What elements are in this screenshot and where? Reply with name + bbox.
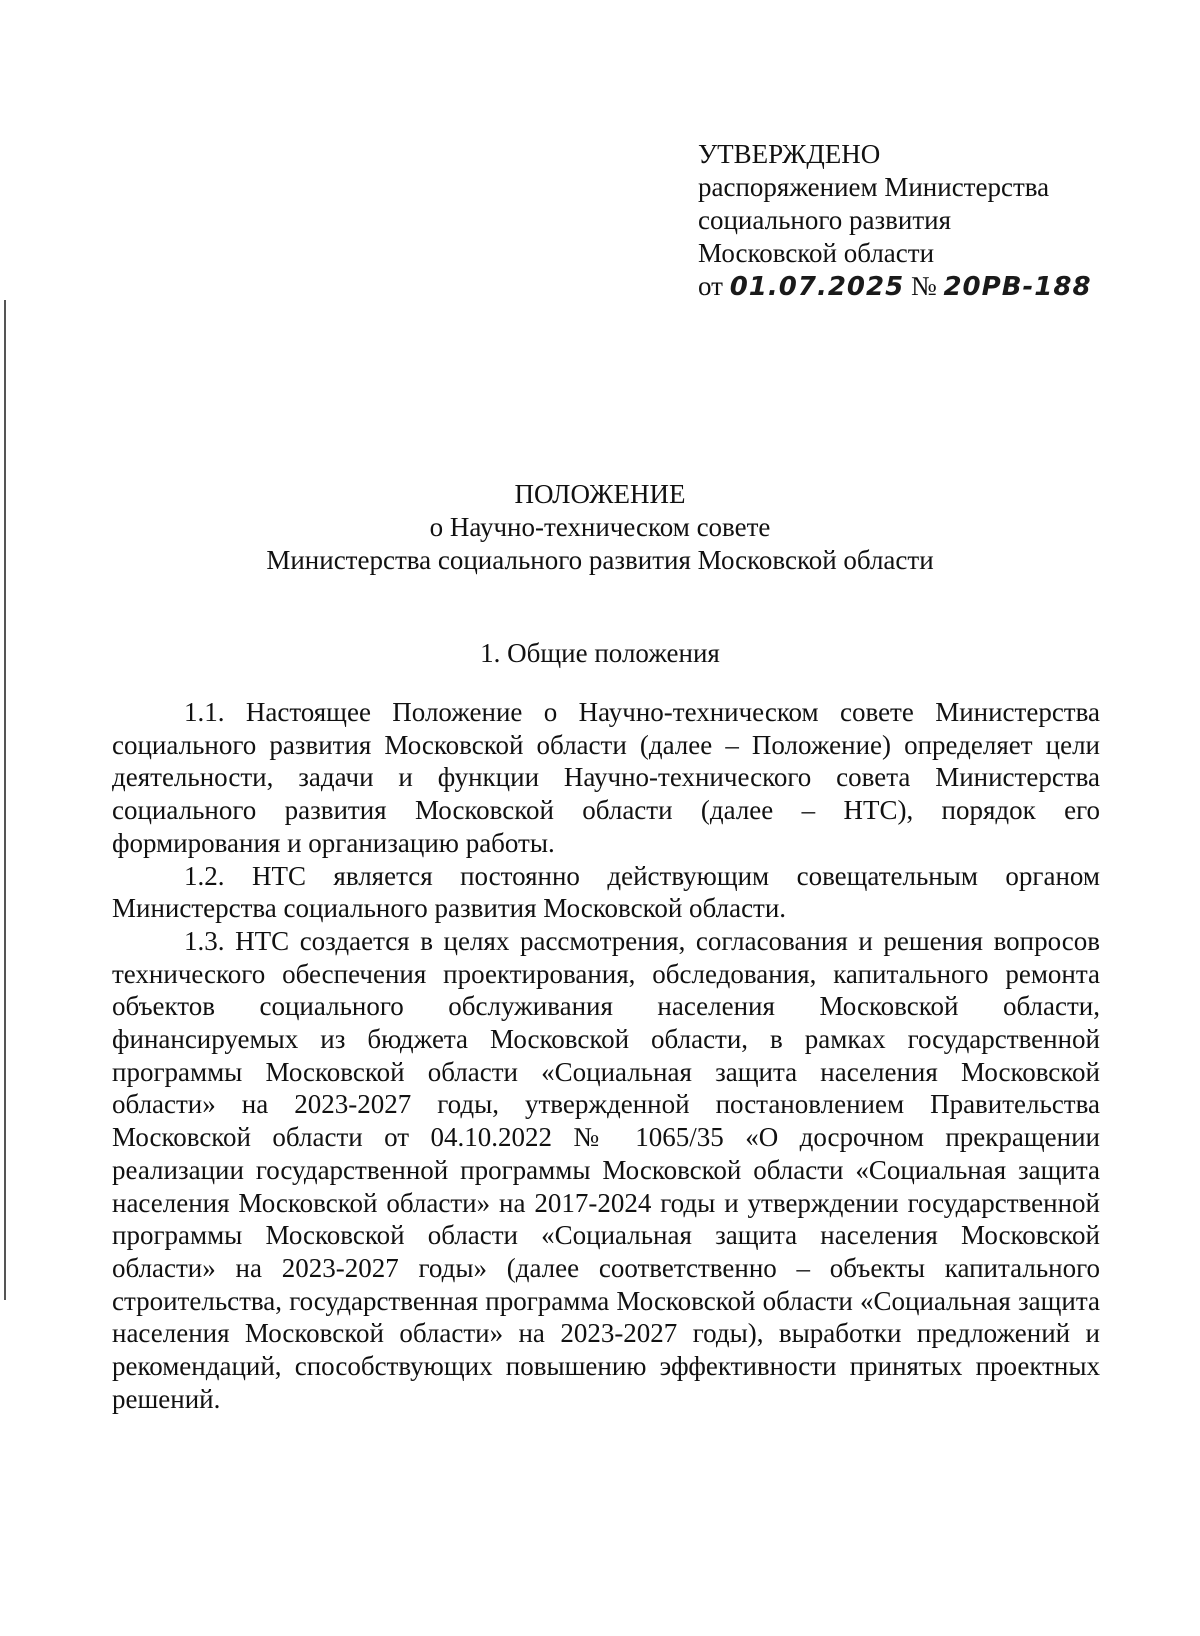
number-prefix: № — [910, 271, 937, 301]
approval-line-2: социального развития — [698, 205, 952, 235]
paragraph-1-2: 1.2. НТС является постоянно действующим совещательным органом Министерства социального развития Московской области. — [112, 860, 1100, 924]
paragraph-1-1: 1.1. Настоящее Положение о Научно-техническом совете Министерства социального развития Московской области (далее – Положение) определяет цели деятельности, задачи и функции Научно-технического совета Министерства социального развития Московской области (далее – НТС), порядок его формирования и организацию работы. — [112, 697, 1100, 858]
approval-line-1: распоряжением Министерства — [698, 172, 1050, 202]
handwritten-date: 01.07.2025 — [729, 272, 905, 302]
title-sub-2: Министерства социального развития Московской области — [266, 545, 934, 575]
title-main: ПОЛОЖЕНИЕ — [514, 479, 686, 509]
document-title — [0, 478, 1200, 577]
approval-stamp-block — [698, 138, 1118, 304]
date-prefix: от — [698, 271, 723, 301]
section-title: 1. Общие положения — [480, 638, 720, 668]
approval-date-line — [698, 270, 1118, 304]
scan-edge-line — [4, 300, 6, 1300]
paragraph-1-3: 1.3. НТС создается в целях рассмотрения, согласования и решения вопросов технического обеспечения проектирования, обследования, капитального ремонта объектов социального обслуживания населения Московской области, финансируемых из бюджета Московской области, в рамках государственной программы Московской области «Социальная защита населения Московской области» на 2023-2027 годы, утвержденной постановлением Правительства Московской области от 04.10.2022 № 1065/35 «О досрочном прекращении реализации государственной программы Московской области «Социальная защита населения Московской области» на 2017-2024 годы и утверждении государственной программы Московской области «Социальная защита населения Московской области» на 2023-2027 годы» (далее соответственно – объекты капитального строительства, государственная программа Московской области «Социальная защита населения Московской области» на 2023-2027 годы), выработки предложений и рекомендаций, способствующих повышению эффективности принятых проектных решений. — [112, 925, 1100, 1414]
document-body — [112, 696, 1100, 1415]
title-sub-1: о Научно-техническом совете — [429, 512, 771, 542]
handwritten-number: 20РВ-188 — [943, 272, 1092, 302]
approval-heading: УТВЕРЖДЕНО — [698, 139, 881, 169]
approval-line-3: Московской области — [698, 238, 935, 268]
